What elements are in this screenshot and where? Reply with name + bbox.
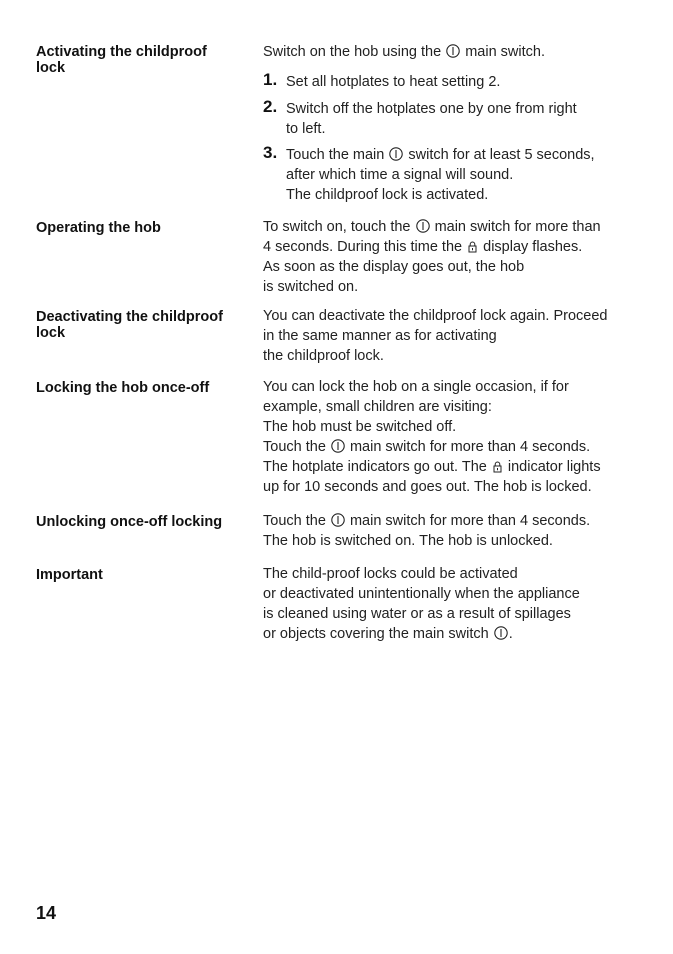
section-heading: Deactivating the childproof lock [36, 309, 223, 341]
section-heading: Unlocking once-off locking [36, 514, 223, 530]
power-switch-icon [331, 439, 345, 453]
page-number: 14 [36, 903, 57, 923]
step-item: 1. Set all hotplates to heat setting 2. [263, 70, 501, 90]
section-body: You can lock the hob on a single occasion, if for example, small children are visiting: The hob must be switched off. Touch the main switch for more than 4 seconds. The hotplate indicators go out. The indicator lights up for 10 seconds and goes out. The hob is locked. [263, 379, 601, 495]
intro-line: Switch on the hob using the main switch. [263, 44, 545, 60]
lock-icon [467, 240, 478, 253]
step-number: 2. [263, 97, 278, 116]
section-body: You can deactivate the childproof lock again. Proceed in the same manner as for activating the childproof lock. [263, 308, 608, 364]
section-heading: Important [36, 567, 103, 583]
power-switch-icon [389, 147, 403, 161]
section-heading: Operating the hob [36, 220, 161, 236]
section-body: To switch on, touch the main switch for more than 4 seconds. During this time the display flashes. As soon as the display goes out, the hob is switched on. [263, 219, 601, 295]
step-number: 1. [263, 70, 278, 89]
power-switch-icon [416, 219, 430, 233]
section-body: Touch the main switch for more than 4 seconds. The hob is switched on. The hob is unlocked. [263, 513, 591, 549]
lock-icon [492, 460, 503, 473]
section-body: The child-proof locks could be activated or deactivated unintentionally when the appliance is cleaned using water or as a result of spillages or objects covering the main switch . [263, 566, 580, 642]
section-body [263, 42, 643, 205]
power-switch-icon [494, 626, 508, 640]
section-heading: Locking the hob once-off [36, 380, 210, 396]
step-item: 3. Touch the main switch for at least 5 seconds, after which time a signal will sound. The childproof lock is activated. [263, 143, 595, 203]
power-switch-icon [331, 513, 345, 527]
section-heading: Activating the childproof lock [36, 44, 207, 76]
power-switch-icon [446, 44, 460, 58]
step-item: 2. Switch off the hotplates one by one from right to left. [263, 97, 577, 137]
step-number: 3. [263, 143, 278, 162]
